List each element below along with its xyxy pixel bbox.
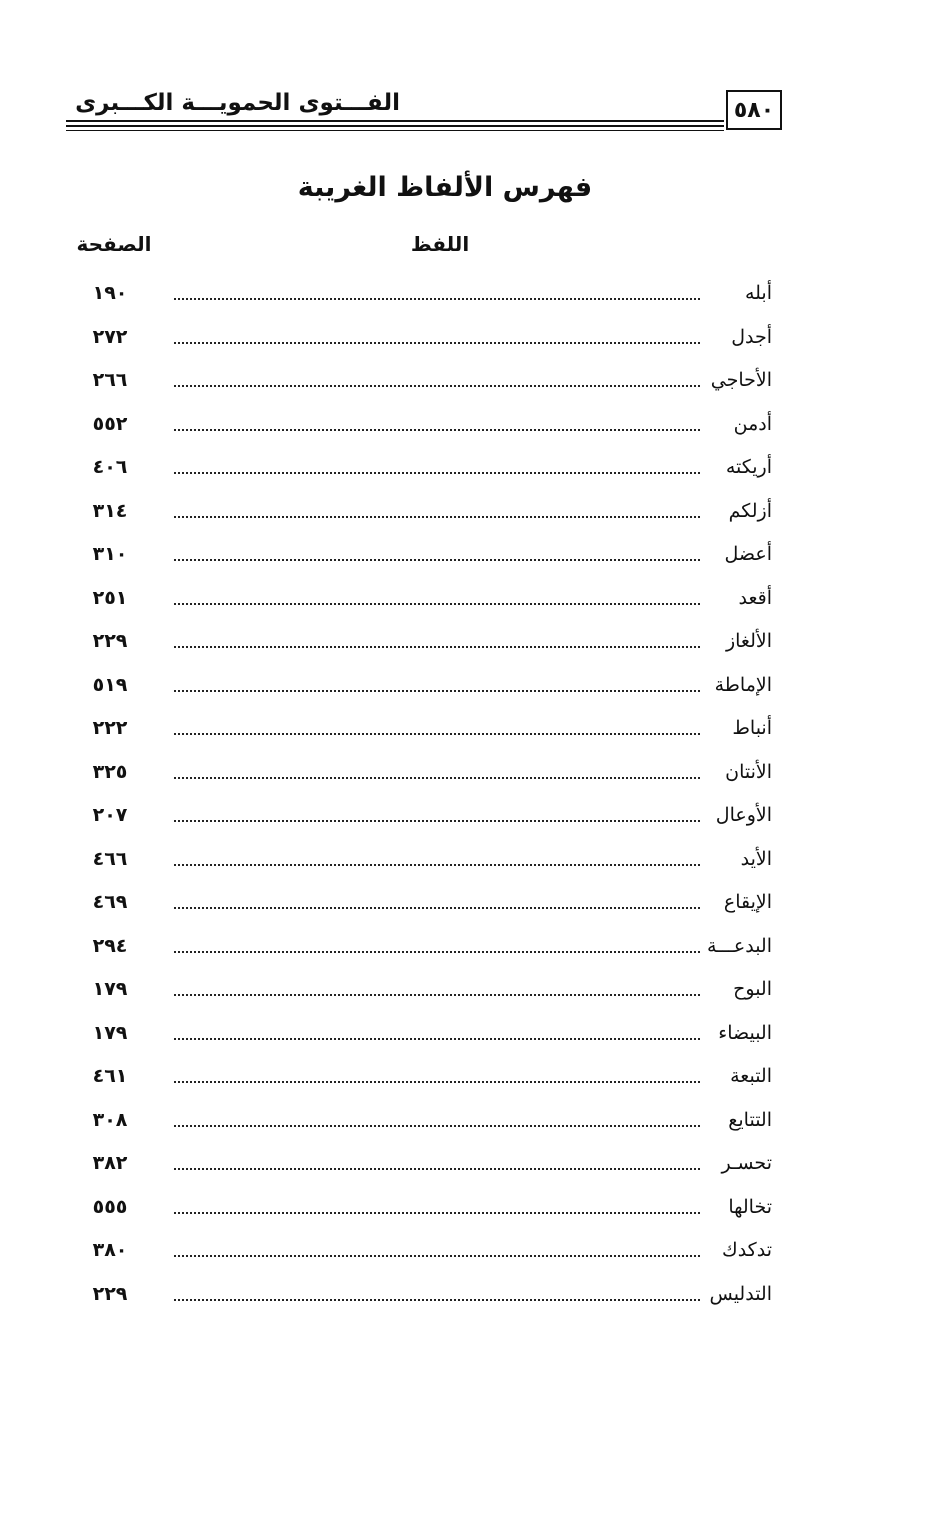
index-entry [70, 798, 780, 842]
entry-page-number: ١٩٠ [92, 282, 128, 304]
entry-page-number: ٤٦١ [92, 1065, 128, 1087]
index-entry [70, 624, 780, 668]
index-entry [70, 1190, 780, 1234]
entry-word: التتايع [724, 1109, 772, 1131]
entry-page-number: ٣١٠ [92, 543, 128, 565]
entry-page-number: ٥٥٢ [92, 412, 128, 435]
entry-word: أبله [741, 282, 772, 304]
entry-page-number: ٤٦٦ [92, 847, 128, 870]
entry-word: أنباط [728, 717, 772, 739]
entry-page-number: ٣٢٥ [92, 760, 128, 783]
entry-word: أقعد [734, 587, 772, 609]
index-entry [70, 450, 780, 494]
entry-page-number: ٢٦٦ [92, 369, 128, 391]
index-entry [70, 755, 780, 799]
entry-page-number: ٢٧٢ [92, 325, 128, 348]
dot-leader [174, 994, 700, 996]
dot-leader [174, 1125, 700, 1127]
dot-leader [174, 559, 700, 561]
dot-leader [174, 429, 700, 431]
entry-page-number: ١٧٩ [92, 978, 128, 1000]
index-entry [70, 407, 780, 451]
entry-word: الألغاز [722, 630, 772, 652]
dot-leader [174, 646, 700, 648]
index-entry [70, 494, 780, 538]
entry-page-number: ٤٠٦ [92, 456, 128, 478]
dot-leader [174, 1168, 700, 1170]
entry-page-number: ٢٢٩ [92, 630, 128, 652]
entry-word: أجدل [727, 326, 772, 348]
index-entry [70, 1233, 780, 1277]
index-entry [70, 1059, 780, 1103]
index-entry [70, 1146, 780, 1190]
entry-word: تخالها [724, 1196, 772, 1218]
page-number: ٥٨٠ [726, 90, 782, 130]
dot-leader [174, 1255, 700, 1257]
entry-word: الأيد [737, 848, 772, 870]
index-entry [70, 581, 780, 625]
entry-page-number: ٢٩٤ [92, 934, 128, 957]
entry-word: أعضل [721, 543, 772, 565]
dot-leader [174, 298, 700, 300]
header-rule [66, 120, 724, 132]
entry-page-number: ٣٨٢ [92, 1152, 128, 1174]
index-title: فهرس الألفاظ الغريبة [297, 172, 593, 203]
index-entry [70, 972, 780, 1016]
book-title: الفـــتوى الحمويـــة الكـــبرى [75, 90, 400, 116]
entry-word: أريكته [722, 456, 772, 478]
entry-page-number: ٥٥٥ [92, 1195, 128, 1218]
index-entries [70, 276, 780, 1320]
entry-page-number: ٢٠٧ [92, 804, 128, 826]
dot-leader [174, 385, 700, 387]
entry-word: الأحاجي [707, 369, 772, 391]
entry-page-number: ٣٨٠ [92, 1239, 128, 1261]
index-entry [70, 363, 780, 407]
dot-leader [174, 516, 700, 518]
index-entry [70, 1016, 780, 1060]
entry-page-number: ١٧٩ [92, 1021, 128, 1044]
entry-word: أزلكم [725, 500, 772, 522]
entry-page-number: ٣١٤ [92, 499, 128, 522]
column-heading-page: الصفحة [76, 232, 152, 256]
entry-page-number: ٢٢٢ [92, 717, 128, 739]
index-entry [70, 1277, 780, 1321]
index-entry [70, 1103, 780, 1147]
dot-leader [174, 777, 700, 779]
dot-leader [174, 1299, 700, 1301]
dot-leader [174, 342, 700, 344]
dot-leader [174, 603, 700, 605]
index-entry [70, 320, 780, 364]
entry-word: البوح [729, 978, 772, 1000]
entry-word: الإيقاع [720, 891, 772, 913]
dot-leader [174, 472, 700, 474]
dot-leader [174, 864, 700, 866]
entry-word: البدعـــة [703, 935, 772, 957]
entry-word: الإماطة [711, 674, 772, 696]
entry-page-number: ٣٠٨ [92, 1108, 128, 1131]
column-heading-word: اللفظ [410, 232, 470, 256]
entry-page-number: ٢٥١ [92, 586, 128, 609]
index-entry [70, 276, 780, 320]
index-entry [70, 537, 780, 581]
dot-leader [174, 1081, 700, 1083]
running-header [66, 82, 786, 140]
entry-word: البيضاء [714, 1022, 772, 1044]
index-entry [70, 711, 780, 755]
dot-leader [174, 951, 700, 953]
dot-leader [174, 907, 700, 909]
index-entry [70, 668, 780, 712]
entry-word: التدليس [705, 1283, 772, 1305]
entry-page-number: ٤٦٩ [92, 891, 128, 913]
entry-word: أدمن [730, 413, 772, 435]
dot-leader [174, 1212, 700, 1214]
dot-leader [174, 820, 700, 822]
entry-page-number: ٥١٩ [92, 673, 128, 696]
entry-word: تدكدك [718, 1239, 772, 1261]
dot-leader [174, 1038, 700, 1040]
index-entry [70, 885, 780, 929]
dot-leader [174, 690, 700, 692]
dot-leader [174, 733, 700, 735]
index-entry [70, 929, 780, 973]
entry-page-number: ٢٢٩ [92, 1282, 128, 1305]
entry-word: الأوعال [712, 804, 772, 826]
entry-word: التبعة [726, 1065, 772, 1087]
entry-word: تحسـر [717, 1152, 772, 1174]
entry-word: الأنتان [721, 761, 772, 783]
index-entry [70, 842, 780, 886]
